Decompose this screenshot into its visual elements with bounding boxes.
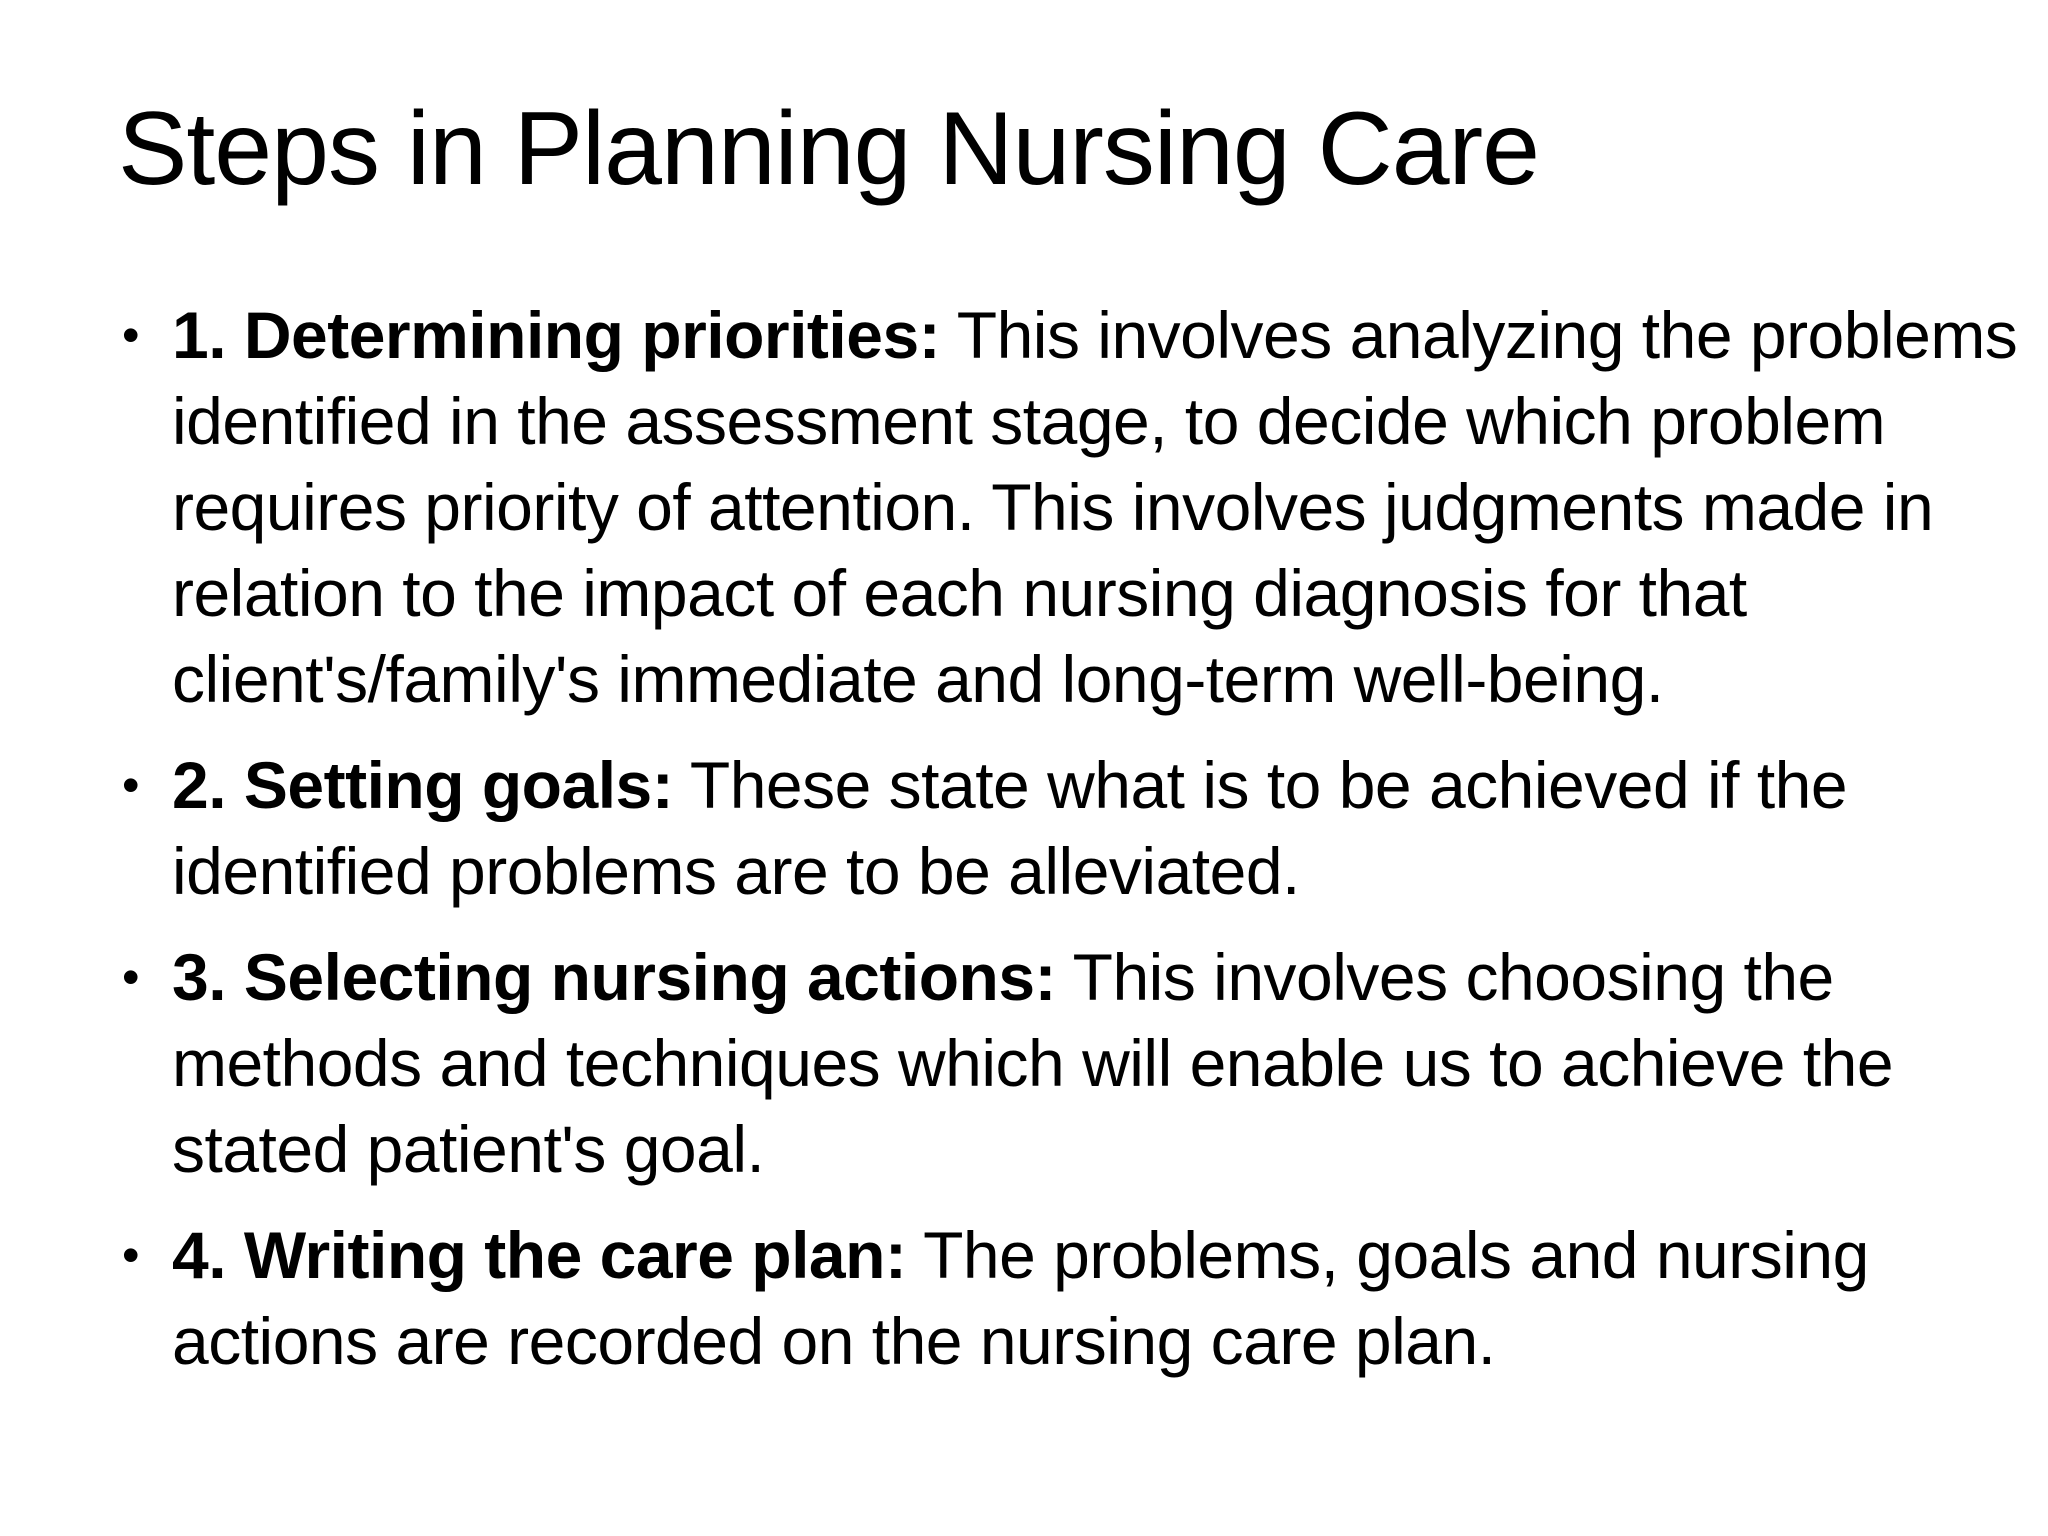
- bullet-list: [118, 292, 2018, 1404]
- bullet-dot-icon: •: [122, 949, 140, 1005]
- bullet-item-writing-care-plan: [118, 1212, 2018, 1384]
- bullet-dot-icon: •: [122, 1227, 140, 1283]
- bullet-body: This involves analyzing the problems identified in the assessment stage, to decide which problem requires priority of attention. This involves judgments made in relation to the impact of each nursing diagnosis for that client's/family's immediate and long-term well-being.: [172, 298, 2018, 716]
- bullet-dot-icon: •: [122, 757, 140, 813]
- bullet-body: This involves choosing the methods and techniques which will enable us to achieve the stated patient's goal.: [172, 940, 1894, 1186]
- bullet-item-selecting-nursing-actions: [118, 934, 2018, 1192]
- bullet-body: The problems, goals and nursing actions are recorded on the nursing care plan.: [172, 1218, 1869, 1378]
- bullet-heading: 4. Writing the care plan:: [172, 1218, 907, 1292]
- bullet-heading: 3. Selecting nursing actions:: [172, 940, 1057, 1014]
- bullet-dot-icon: •: [122, 307, 140, 363]
- bullet-item-setting-goals: [118, 742, 2018, 914]
- bullet-item-determining-priorities: [118, 292, 2018, 722]
- bullet-heading: 2. Setting goals:: [172, 748, 674, 822]
- bullet-heading: 1. Determining priorities:: [172, 298, 941, 372]
- bullet-body: These state what is to be achieved if the identified problems are to be alleviated.: [172, 748, 1848, 908]
- slide-title: Steps in Planning Nursing Care: [118, 91, 1540, 207]
